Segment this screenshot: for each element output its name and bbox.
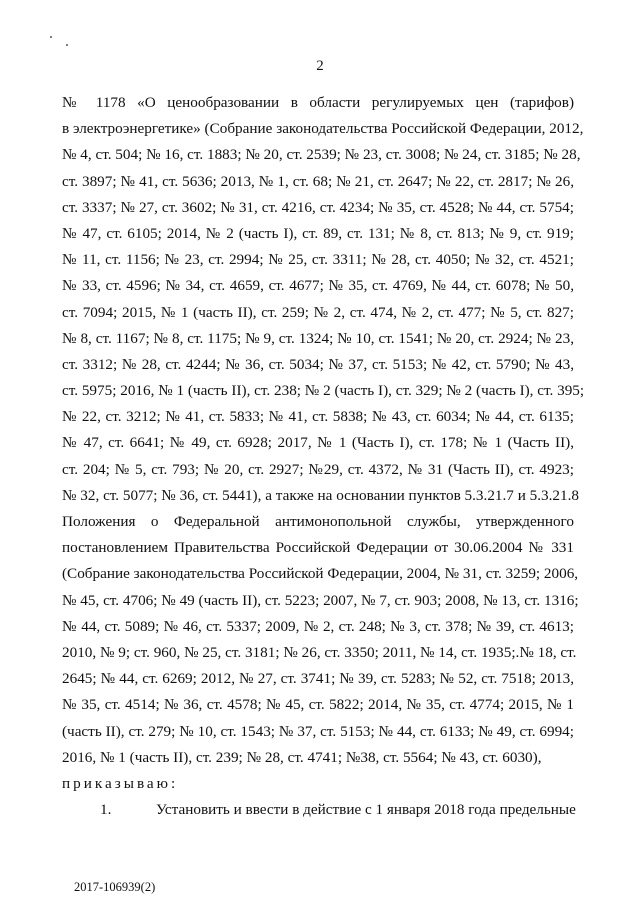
text-line: № 8, ст. 1167; № 8, ст. 1175; № 9, ст. 1324; № 10, ст. 1541; № 20, ст. 2924; № 23, bbox=[62, 329, 574, 347]
text-line: № 11, ст. 1156; № 23, ст. 2994; № 25, ст. 3311; № 28, ст. 4050; № 32, ст. 4521; bbox=[62, 251, 574, 269]
clause-1 bbox=[62, 797, 574, 823]
text-line: (часть II), ст. 279; № 10, ст. 1543; № 37, ст. 5153; № 44, ст. 6133; № 49, ст. 6994; bbox=[62, 722, 574, 740]
text-line: 2010, № 9; ст. 960, № 25, ст. 3181; № 26, ст. 3350; 2011, № 14, ст. 1935;.№ 18, ст. bbox=[62, 643, 577, 661]
text-line: № 35, ст. 4514; № 36, ст. 4578; № 45, ст. 5822; 2014, № 35, ст. 4774; 2015, № 1 bbox=[62, 696, 574, 714]
text-line: № 47, ст. 6105; 2014, № 2 (часть I), ст. 89, ст. 131; № 8, ст. 813; № 9, ст. 919; bbox=[62, 224, 574, 242]
scan-speck bbox=[50, 36, 52, 38]
text-line: ст. 7094; 2015, № 1 (часть II), ст. 259; № 2, ст. 474, № 2, ст. 477; № 5, ст. 827; bbox=[62, 303, 574, 321]
text-line: ст. 3897; № 41, ст. 5636; 2013, № 1, ст. 68; № 21, ст. 2647; № 22, ст. 2817; № 26, bbox=[62, 172, 574, 190]
order-word: приказываю: bbox=[62, 774, 179, 792]
text-line: (Собрание законодательства Российской Федерации, 2004, № 31, ст. 3259; 2006, bbox=[62, 565, 579, 583]
text-line: ст. 5975; 2016, № 1 (часть II), ст. 238; № 2 (часть I), ст. 329; № 2 (часть I), ст. 395; bbox=[62, 382, 585, 400]
text-line: 2645; № 44, ст. 6269; 2012, № 27, ст. 3741; № 39, ст. 5283; № 52, ст. 7518; 2013, bbox=[62, 670, 574, 688]
clause-number: 1. bbox=[100, 801, 112, 819]
document-body bbox=[62, 90, 585, 823]
text-line: ст. 3312; № 28, ст. 4244; № 36, ст. 5034; № 37, ст. 5153; № 42, ст. 5790; № 43, bbox=[62, 355, 574, 373]
clause-text: Установить и ввести в действие с 1 января 2018 года предельные bbox=[156, 801, 576, 819]
text-line: ст. 3337; № 27, ст. 3602; № 31, ст. 4216, ст. 4234; № 35, ст. 4528; № 44, ст. 5754; bbox=[62, 198, 574, 216]
document-code: 2017-106939(2) bbox=[74, 880, 156, 894]
text-line: № 1178 «О ценообразовании в области регулируемых цен (тарифов) bbox=[62, 94, 574, 111]
text-line: № 33, ст. 4596; № 34, ст. 4659, ст. 4677; № 35, ст. 4769, № 44, ст. 6078; № 50, bbox=[62, 277, 574, 295]
text-line: 2016, № 1 (часть II), ст. 239; № 28, ст. 4741; №38, ст. 5564; № 43, ст. 6030), bbox=[62, 748, 542, 766]
page-number: 2 bbox=[316, 58, 324, 74]
text-line: № 47, ст. 6641; № 49, ст. 6928; 2017, № 1 (Часть I), ст. 178; № 1 (Часть II), bbox=[62, 434, 574, 452]
text-line: постановлением Правительства Российской Федерации от 30.06.2004 № 331 bbox=[62, 539, 574, 557]
text-line: в электроэнергетике» (Собрание законодательства Российской Федерации, 2012, bbox=[62, 120, 584, 138]
text-line: № 32, ст. 5077; № 36, ст. 5441), а также на основании пунктов 5.3.21.7 и 5.3.21.8 bbox=[62, 486, 579, 504]
text-line: Положения о Федеральной антимонопольной службы, утвержденного bbox=[62, 513, 574, 530]
text-line: № 4, ст. 504; № 16, ст. 1883; № 20, ст. 2539; № 23, ст. 3008; № 24, ст. 3185; № 28, bbox=[62, 146, 581, 164]
text-line: № 45, ст. 4706; № 49 (часть II), ст. 5223; 2007, № 7, ст. 903; 2008, № 13, ст. 1316; bbox=[62, 591, 579, 609]
scan-speck bbox=[66, 44, 68, 46]
text-line: № 22, ст. 3212; № 41, ст. 5833; № 41, ст. 5838; № 43, ст. 6034; № 44, ст. 6135; bbox=[62, 408, 574, 426]
text-line: № 44, ст. 5089; № 46, ст. 5337; 2009, № 2, ст. 248; № 3, ст. 378; № 39, ст. 4613; bbox=[62, 617, 574, 635]
text-line: ст. 204; № 5, ст. 793; № 20, ст. 2927; №29, ст. 4372, № 31 (Часть II), ст. 4923; bbox=[62, 460, 574, 478]
